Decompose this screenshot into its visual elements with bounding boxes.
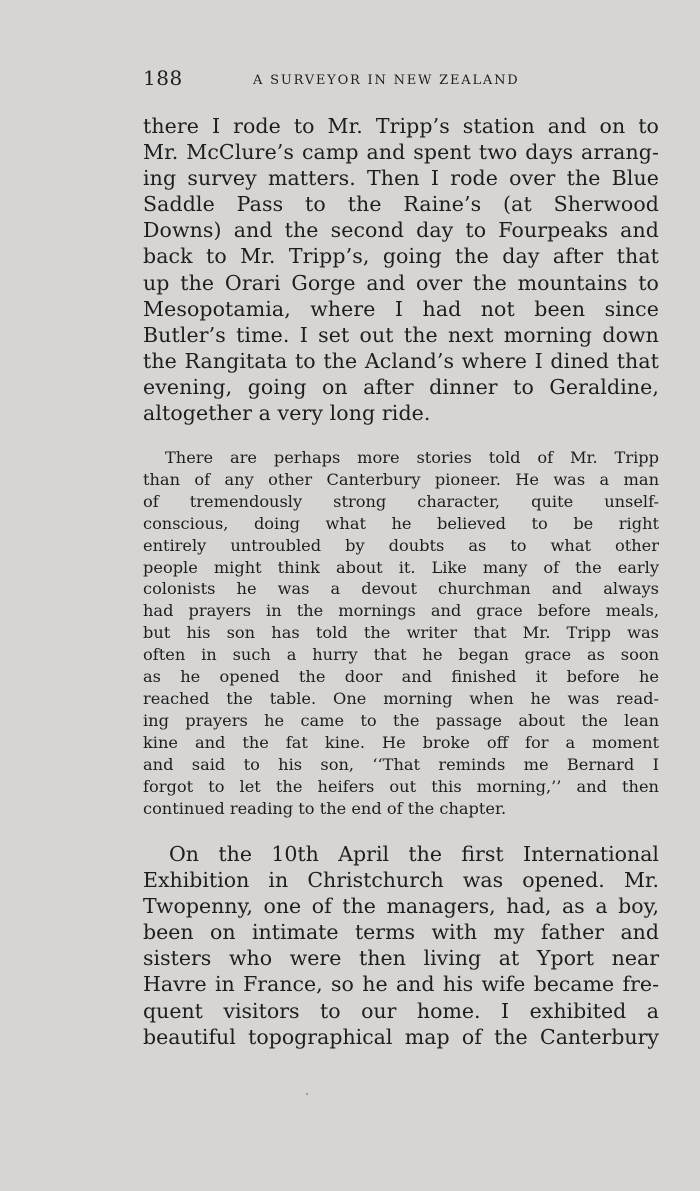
- text-line: sisters who were then living at Yport near: [143, 946, 659, 971]
- page-header: [143, 66, 663, 96]
- note-line: people might think about it. Like many of the early: [143, 557, 659, 577]
- note-line: had prayers in the mornings and grace before meals,: [143, 601, 659, 621]
- note-line: entirely untroubled by doubts as to what other: [143, 535, 659, 555]
- note-line: There are perhaps more stories told of Mr. Tripp: [165, 448, 659, 467]
- text-line: Exhibition in Christchurch was opened. Mr.: [143, 868, 659, 893]
- text-line: Butler’s time. I set out the next morning down: [143, 322, 659, 347]
- note-line: forgot to let the heifers out this morning,’’ and then: [143, 776, 659, 796]
- note-line: than of any other Canterbury pioneer. He was a man: [143, 469, 659, 489]
- text-line: ing survey matters. Then I rode over the Blue: [143, 166, 659, 191]
- note-line: colonists he was a devout churchman and always: [143, 579, 659, 599]
- text-line: up the Orari Gorge and over the mountains to: [143, 270, 659, 295]
- text-line: the Rangitata to the Acland’s where I dined that: [143, 348, 659, 373]
- body-paragraph-2: [143, 841, 659, 1050]
- note-line: kine and the fat kine. He broke off for a moment: [143, 732, 659, 752]
- note-line: conscious, doing what he believed to be right: [143, 513, 659, 533]
- text-line: Saddle Pass to the Raine’s (at Sherwood: [143, 192, 659, 217]
- text-line: Twopenny, one of the managers, had, as a boy,: [143, 894, 659, 919]
- text-line: beautiful topographical map of the Canterbury: [143, 1024, 659, 1049]
- text-line: Mesopotamia, where I had not been since: [143, 296, 659, 321]
- text-line: altogether a very long ride.: [143, 401, 431, 426]
- text-line: been on intimate terms with my father and: [143, 920, 659, 945]
- page-number: 188: [143, 66, 183, 90]
- paper-speck: [306, 1093, 308, 1095]
- text-line: quent visitors to our home. I exhibited a: [143, 998, 659, 1023]
- text-line: back to Mr. Tripp’s, going the day after that: [143, 244, 659, 269]
- note-line: of tremendously strong character, quite unself-: [143, 491, 659, 511]
- text-line: there I rode to Mr. Tripp’s station and on to: [143, 114, 659, 138]
- text-line: On the 10th April the first International: [169, 842, 659, 866]
- text-line: Mr. McClure’s camp and spent two days arrang-: [143, 140, 659, 165]
- note-line: continued reading to the end of the chapter.: [143, 798, 507, 818]
- note-line: and said to his son, ‘‘That reminds me Bernard I: [143, 754, 659, 774]
- note-line: often in such a hurry that he began grace as soon: [143, 645, 659, 665]
- note-line: as he opened the door and finished it before he: [143, 667, 659, 687]
- text-line: Havre in France, so he and his wife became fre-: [143, 972, 659, 997]
- body-paragraph-1: [143, 113, 659, 426]
- running-title: A SURVEYOR IN NEW ZEALAND: [253, 73, 520, 88]
- note-line: reached the table. One morning when he was read-: [143, 688, 659, 708]
- note-line: ing prayers he came to the passage about the lean: [143, 710, 659, 730]
- note-line: but his son has told the writer that Mr. Tripp was: [143, 623, 659, 643]
- editorial-note: [143, 447, 659, 819]
- text-line: evening, going on after dinner to Geraldine,: [143, 374, 659, 399]
- text-line: Downs) and the second day to Fourpeaks and: [143, 218, 659, 243]
